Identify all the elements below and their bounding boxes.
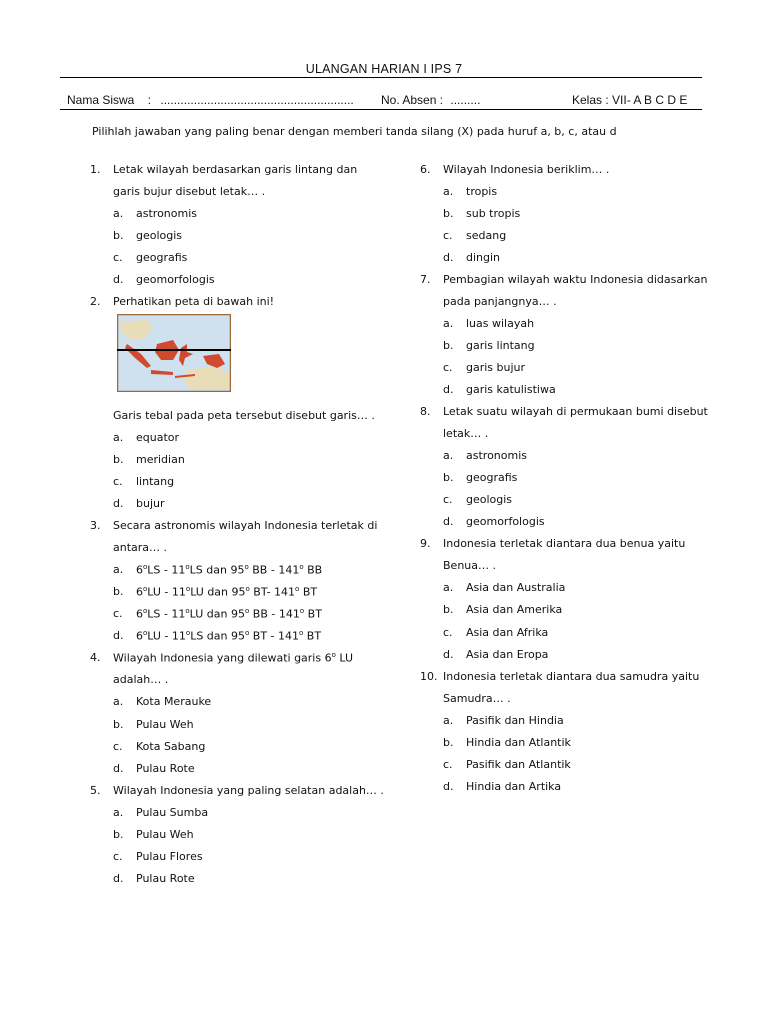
- text-part: 6: [136, 607, 143, 621]
- question-text: Pembagian wilayah waktu Indonesia didasarkan: [443, 272, 708, 286]
- text-part: BT: [299, 585, 318, 599]
- question-10: [420, 665, 720, 797]
- absen-field: [381, 93, 480, 107]
- option-letter: a.: [443, 184, 454, 198]
- answer-option-b[interactable]: [90, 713, 390, 735]
- title-rule: [60, 77, 702, 78]
- option-text: dingin: [466, 250, 501, 264]
- question-line: [90, 290, 390, 312]
- questions-right-column: [420, 158, 720, 797]
- question-line: [90, 779, 390, 801]
- option-text: [136, 563, 322, 577]
- question-text: [113, 673, 168, 686]
- answer-option-a[interactable]: [90, 691, 390, 713]
- answer-option-a[interactable]: [90, 559, 390, 581]
- option-text: astronomis: [466, 449, 527, 463]
- option-text: geografis: [136, 250, 188, 264]
- option-letter: b.: [113, 827, 124, 841]
- degree-symbol: o: [143, 606, 148, 615]
- option-text: Pulau Rote: [136, 761, 195, 775]
- option-letter: c.: [443, 228, 453, 242]
- answer-option-b[interactable]: [90, 823, 390, 845]
- text-part: BB - 141: [248, 563, 300, 577]
- answer-option-d[interactable]: [420, 378, 720, 400]
- degree-symbol: o: [299, 606, 305, 615]
- question-text: Wilayah Indonesia yang paling selatan adalah… .: [113, 783, 384, 797]
- text-part: Wilayah Indonesia yang dilewati garis 6: [113, 651, 332, 665]
- option-text: equator: [136, 430, 180, 444]
- degree-symbol: o: [185, 606, 190, 615]
- answer-option-c[interactable]: [90, 603, 390, 625]
- question-line: [90, 515, 390, 537]
- student-name-dots: ..........................................................: [160, 93, 354, 107]
- question-4: [90, 647, 390, 779]
- option-letter: a.: [443, 713, 454, 727]
- text-part: LU dan 95: [189, 607, 245, 621]
- answer-option-b[interactable]: [420, 731, 720, 753]
- question-line: [90, 537, 390, 559]
- question-text: Perhatikan peta di bawah ini!: [113, 294, 275, 308]
- text-part: LU dan 95: [190, 585, 246, 599]
- answer-option-a[interactable]: [420, 577, 720, 599]
- question-line: [420, 268, 720, 290]
- text-part: BT - 141: [249, 629, 300, 643]
- question-text: Letak suatu wilayah di permukaan bumi disebut: [443, 405, 708, 419]
- option-letter: b.: [113, 585, 124, 599]
- student-name-label: Nama Siswa: [67, 93, 135, 107]
- degree-symbol: o: [143, 562, 148, 571]
- question-line: [90, 404, 390, 426]
- option-letter: d.: [113, 761, 124, 775]
- question-number: 1.: [90, 162, 101, 176]
- question-text: letak… .: [443, 427, 489, 441]
- question-number: 5.: [90, 783, 101, 797]
- text-part: BB - 141: [249, 607, 300, 621]
- answer-option-c[interactable]: [420, 489, 720, 511]
- answer-option-b[interactable]: [90, 224, 390, 246]
- option-letter: b.: [443, 338, 454, 352]
- question-text: Secara astronomis wilayah Indonesia terletak di: [113, 519, 378, 533]
- answer-option-b[interactable]: [90, 581, 390, 603]
- text-part: LS dan 95: [189, 563, 245, 577]
- class-field: Kelas : VII- A B C D E: [572, 93, 688, 107]
- option-text: Kota Merauke: [136, 695, 212, 709]
- option-text: sedang: [466, 228, 507, 242]
- question-text: Samudra… .: [443, 691, 511, 705]
- option-text: Hindia dan Artika: [466, 779, 562, 793]
- option-letter: d.: [443, 515, 454, 529]
- question-number: 7.: [420, 272, 431, 286]
- question-line: [420, 158, 720, 180]
- text-part: 6: [136, 563, 143, 577]
- question-number: 3.: [90, 519, 101, 533]
- option-letter: c.: [443, 625, 453, 639]
- option-text: Pulau Sumba: [136, 805, 209, 819]
- option-letter: d.: [113, 272, 124, 286]
- question-line: [420, 533, 720, 555]
- option-text: geomorfologis: [136, 272, 215, 286]
- option-text: garis lintang: [466, 338, 535, 352]
- text-part: adalah… .: [113, 673, 169, 687]
- option-letter: a.: [113, 805, 124, 819]
- answer-option-c[interactable]: [90, 470, 390, 492]
- question-8: [420, 401, 720, 533]
- option-letter: b.: [443, 471, 454, 485]
- option-text: [136, 607, 322, 621]
- header-rule: [60, 109, 702, 110]
- question-text: [113, 651, 353, 665]
- option-letter: b.: [443, 735, 454, 749]
- question-1: [90, 158, 390, 290]
- question-number: 2.: [90, 294, 101, 308]
- answer-option-a[interactable]: [420, 180, 720, 202]
- option-text: garis bujur: [466, 360, 526, 374]
- question-5: [90, 779, 390, 889]
- questions-left-column: [90, 158, 390, 889]
- option-letter: d.: [113, 497, 124, 511]
- degree-symbol: o: [244, 562, 249, 571]
- question-text: pada panjangnya… .: [443, 294, 557, 308]
- absen-label: No. Absen :: [381, 93, 444, 107]
- degree-symbol: o: [245, 606, 250, 615]
- answer-option-a[interactable]: [90, 801, 390, 823]
- option-letter: a.: [443, 449, 454, 463]
- answer-option-a[interactable]: [90, 202, 390, 224]
- option-letter: c.: [113, 739, 123, 753]
- question-line: [420, 290, 720, 312]
- question-text: Garis tebal pada peta tersebut disebut garis… .: [113, 408, 375, 422]
- map-container: [90, 312, 390, 404]
- degree-symbol: o: [143, 628, 148, 637]
- answer-option-b[interactable]: [420, 202, 720, 224]
- question-text: Indonesia terletak diantara dua benua yaitu: [443, 537, 686, 551]
- question-line: [90, 647, 390, 669]
- question-2: [90, 290, 390, 514]
- answer-option-d[interactable]: [90, 268, 390, 290]
- student-name-colon: :: [147, 93, 152, 107]
- option-letter: c.: [113, 849, 123, 863]
- answer-option-b[interactable]: [420, 599, 720, 621]
- question-text: Benua… .: [443, 559, 496, 573]
- option-text: Asia dan Amerika: [466, 603, 563, 617]
- question-text: Indonesia terletak diantara dua samudra yaitu: [443, 669, 700, 683]
- text-part: BT- 141: [249, 585, 296, 599]
- option-letter: a.: [113, 695, 124, 709]
- option-letter: b.: [113, 717, 124, 731]
- option-text: Asia dan Australia: [466, 581, 566, 595]
- question-text: Wilayah Indonesia beriklim… .: [443, 162, 610, 176]
- answer-option-d[interactable]: [90, 757, 390, 779]
- option-letter: d.: [443, 250, 454, 264]
- answer-option-a[interactable]: [420, 445, 720, 467]
- answer-option-b[interactable]: [420, 467, 720, 489]
- answer-option-d[interactable]: [420, 511, 720, 533]
- answer-option-a[interactable]: [420, 312, 720, 334]
- option-text: Hindia dan Atlantik: [466, 735, 571, 749]
- question-number: 6.: [420, 162, 431, 176]
- question-text: antara… .: [113, 541, 168, 555]
- answer-option-c[interactable]: [90, 246, 390, 268]
- option-letter: c.: [443, 757, 453, 771]
- answer-option-b[interactable]: [90, 448, 390, 470]
- question-text: garis bujur disebut letak… .: [113, 184, 266, 198]
- answer-option-d[interactable]: [420, 246, 720, 268]
- option-text: Pasifik dan Atlantik: [466, 757, 571, 771]
- option-text: bujur: [136, 497, 165, 511]
- option-letter: b.: [443, 603, 454, 617]
- option-text: Asia dan Eropa: [466, 647, 549, 661]
- option-letter: b.: [443, 206, 454, 220]
- degree-symbol: o: [331, 651, 336, 660]
- question-text: Letak wilayah berdasarkan garis lintang dan: [113, 162, 358, 176]
- degree-symbol: o: [299, 628, 304, 637]
- option-text: Kota Sabang: [136, 739, 206, 753]
- answer-option-d[interactable]: [420, 775, 720, 797]
- option-text: geografis: [466, 471, 518, 485]
- option-letter: d.: [113, 629, 124, 643]
- question-number: 4.: [90, 651, 101, 665]
- answer-option-a[interactable]: [420, 709, 720, 731]
- answer-option-c[interactable]: [90, 845, 390, 867]
- option-letter: c.: [443, 493, 453, 507]
- option-text: luas wilayah: [466, 316, 535, 330]
- option-text: Pulau Weh: [136, 717, 194, 731]
- question-9: [420, 533, 720, 665]
- option-text: Pasifik dan Hindia: [466, 713, 564, 727]
- question-7: [420, 268, 720, 400]
- option-text: geologis: [466, 493, 513, 507]
- option-letter: d.: [443, 382, 454, 396]
- exam-title: ULANGAN HARIAN I IPS 7: [305, 62, 463, 76]
- option-text: meridian: [136, 452, 185, 466]
- option-letter: b.: [113, 452, 124, 466]
- option-letter: d.: [443, 779, 454, 793]
- answer-option-b[interactable]: [420, 334, 720, 356]
- text-part: LS - 11: [147, 607, 186, 621]
- option-letter: a.: [113, 430, 124, 444]
- question-number: 10.: [420, 669, 438, 683]
- option-text: Asia dan Afrika: [466, 625, 549, 639]
- degree-symbol: o: [185, 562, 190, 571]
- text-part: LU - 11: [147, 629, 186, 643]
- option-text: tropis: [466, 184, 498, 198]
- text-part: 6: [136, 629, 143, 643]
- question-line: [420, 687, 720, 709]
- option-text: sub tropis: [466, 206, 521, 220]
- indonesia-map-image: [117, 314, 231, 392]
- text-part: BT: [304, 607, 322, 621]
- text-part: LU - 11: [147, 585, 186, 599]
- option-text: geologis: [136, 228, 183, 242]
- degree-symbol: o: [245, 584, 250, 593]
- option-text: Pulau Weh: [136, 827, 194, 841]
- option-letter: d.: [113, 871, 124, 885]
- answer-option-c[interactable]: [420, 753, 720, 775]
- question-3: [90, 515, 390, 647]
- option-text: Pulau Rote: [136, 871, 195, 885]
- question-line: [420, 555, 720, 577]
- question-line: [420, 665, 720, 687]
- answer-option-c[interactable]: [420, 621, 720, 643]
- option-letter: a.: [113, 206, 124, 220]
- option-text: Pulau Flores: [136, 849, 203, 863]
- option-text: garis katulistiwa: [466, 382, 556, 396]
- degree-symbol: o: [185, 584, 191, 593]
- answer-option-c[interactable]: [420, 224, 720, 246]
- degree-symbol: o: [299, 562, 304, 571]
- option-letter: c.: [113, 250, 123, 264]
- option-text: geomorfologis: [466, 515, 545, 529]
- option-letter: c.: [113, 607, 123, 621]
- text-part: BB: [303, 563, 323, 577]
- option-letter: c.: [443, 360, 453, 374]
- answer-option-c[interactable]: [420, 356, 720, 378]
- option-letter: d.: [443, 647, 454, 661]
- question-line: [90, 180, 390, 202]
- degree-symbol: o: [185, 628, 191, 637]
- answer-option-c[interactable]: [90, 735, 390, 757]
- question-line: [90, 669, 390, 691]
- question-line: [420, 423, 720, 445]
- text-part: 6: [136, 585, 143, 599]
- option-letter: a.: [443, 316, 454, 330]
- student-name-field: [67, 93, 354, 107]
- text-part: BT: [303, 629, 322, 643]
- option-text: [136, 629, 321, 643]
- question-line: [420, 401, 720, 423]
- degree-symbol: o: [295, 584, 300, 593]
- text-part: LS - 11: [147, 563, 186, 577]
- option-letter: c.: [113, 474, 123, 488]
- text-part: LU: [335, 651, 354, 665]
- text-part: LS dan 95: [190, 629, 245, 643]
- answer-option-d[interactable]: [90, 625, 390, 647]
- option-text: lintang: [136, 474, 175, 488]
- answer-option-d[interactable]: [90, 867, 390, 889]
- instruction-text: Pilihlah jawaban yang paling benar dengan memberi tanda silang (X) pada huruf a, b, c, atau d: [92, 125, 617, 138]
- absen-dots: .........: [450, 93, 481, 107]
- answer-option-a[interactable]: [90, 426, 390, 448]
- degree-symbol: o: [244, 628, 250, 637]
- answer-option-d[interactable]: [90, 493, 390, 515]
- option-letter: a.: [443, 581, 454, 595]
- option-letter: b.: [113, 228, 124, 242]
- answer-option-d[interactable]: [420, 643, 720, 665]
- option-text: [136, 585, 317, 599]
- question-line: [90, 158, 390, 180]
- question-number: 8.: [420, 405, 431, 419]
- degree-symbol: o: [143, 584, 148, 593]
- question-number: 9.: [420, 537, 431, 551]
- question-6: [420, 158, 720, 268]
- option-text: astronomis: [136, 206, 197, 220]
- option-letter: a.: [113, 563, 124, 577]
